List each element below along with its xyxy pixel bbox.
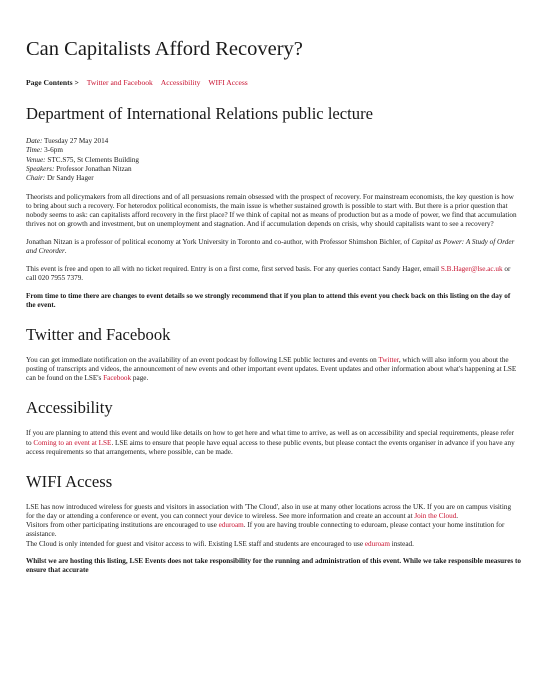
event-title: Department of International Relations public lecture (26, 103, 373, 123)
page-title: Can Capitalists Afford Recovery? (26, 38, 303, 60)
twitter-paragraph: You can get immediate notification on the availability of an event podcast by following LSE public lectures and events on Twitter, which will also inform you about the posting of transcripts and videos, the announcement of new events and other important event updates. Event updates and other information about what's happening at LSE can be found on the LSE's Facebook page. (26, 355, 517, 383)
meta-chair: Chair: Dr Sandy Hager (26, 173, 94, 182)
page-contents-nav (26, 78, 521, 87)
join-the-cloud-link[interactable]: Join the Cloud (414, 512, 457, 521)
accessibility-paragraph: If you are planning to attend this event and would like details on how to get here and what time to arrive, as well as on accessibility and special requirements, please refer to Coming to an event at LSE. LSE aims to ensure that people have equal access to these public events, but please contact the events organiser in advance if you have any access requirements so that arrangements, where possible, can be made. (26, 429, 515, 456)
eduroam-link-staff[interactable]: eduroam (364, 539, 390, 548)
eduroam-link[interactable]: eduroam (218, 521, 244, 530)
nav-link-twitter-facebook[interactable]: Twitter and Facebook (86, 77, 153, 87)
facebook-link[interactable]: Facebook (103, 374, 132, 383)
nav-link-wifi-access[interactable]: WIFI Access (208, 77, 248, 87)
content (26, 38, 521, 576)
twitter-link[interactable]: Twitter (378, 355, 399, 364)
meta-time: Time: 3-6pm (26, 146, 63, 155)
coming-to-event-link[interactable]: Coming to an event at LSE (33, 438, 112, 447)
event-meta (26, 137, 521, 182)
meta-speakers: Speakers: Professor Jonathan Nitzan (26, 164, 132, 173)
contact-email-link[interactable]: S.B.Hager@lse.ac.uk (440, 264, 503, 273)
abstract-paragraph: Theorists and policymakers from all directions and of all persuasions remain obsessed with the prospect of recovery. For mainstream economists, the key question is how to bring about such a recovery. For heterodox political economists, the main issue is whether sustained growth is possible to start with. But there is a prior question that nobody seems to ask: can capitalists afford recovery in the first place? If we think of capital not as means of production but as a mode of power, we find that accumulation thrives not on growth and investment, but on unemployment and stagnation. And if accumulation depends on crisis, why should capitalists want to see a recovery? (26, 192, 517, 229)
entry-info-paragraph: This event is free and open to all with no ticket required. Entry is on a first come, first served basis. For any queries contact Sandy Hager, email S.B.Hager@lse.ac.uk or call 020 7955 7379. (26, 264, 511, 282)
meta-date: Date: Tuesday 27 May 2014 (26, 137, 109, 146)
disclaimer-paragraph: Whilst we are hosting this listing, LSE Events does not take responsibility for the running and administration of this event. While we take responsible measures to ensure that accurate (26, 557, 521, 575)
wifi-paragraph: LSE has now introduced wireless for guests and visitors in association with 'The Cloud', also in use at many other locations across the UK. If you are on campus visiting for the day or attending a conference or event, you can connect your device to wireless. See more information and create an account at Join the Cloud. Visitors from other participating institutions are encouraged to use eduroam. If you are having trouble connecting to eduroam, please contact your home institution for assistance. The Cloud is only intended for guest and visitor access to wifi. Existing LSE staff and students are encouraged to use eduroam instead. (26, 503, 512, 548)
heading-wifi-access: WIFI Access (26, 471, 113, 491)
heading-twitter-facebook: Twitter and Facebook (26, 324, 171, 344)
meta-venue: Venue: STC.S75, St Clements Building (26, 155, 140, 164)
heading-accessibility: Accessibility (26, 398, 113, 418)
nav-link-accessibility[interactable]: Accessibility (160, 77, 201, 87)
speaker-bio-paragraph: Jonathan Nitzan is a professor of political economy at York University in Toronto and co-author, with Professor Shimshon Bichler, of Capital as Power: A Study of Order and Creorder. (26, 237, 515, 256)
book-title: Capital as Power: A Study of Order and Creorder (26, 237, 515, 256)
page-contents-label: Page Contents > (26, 77, 79, 87)
changes-notice: From time to time there are changes to event details so we strongly recommend that if you plan to attend this event you check back on this listing on the day of the event. (26, 291, 511, 309)
